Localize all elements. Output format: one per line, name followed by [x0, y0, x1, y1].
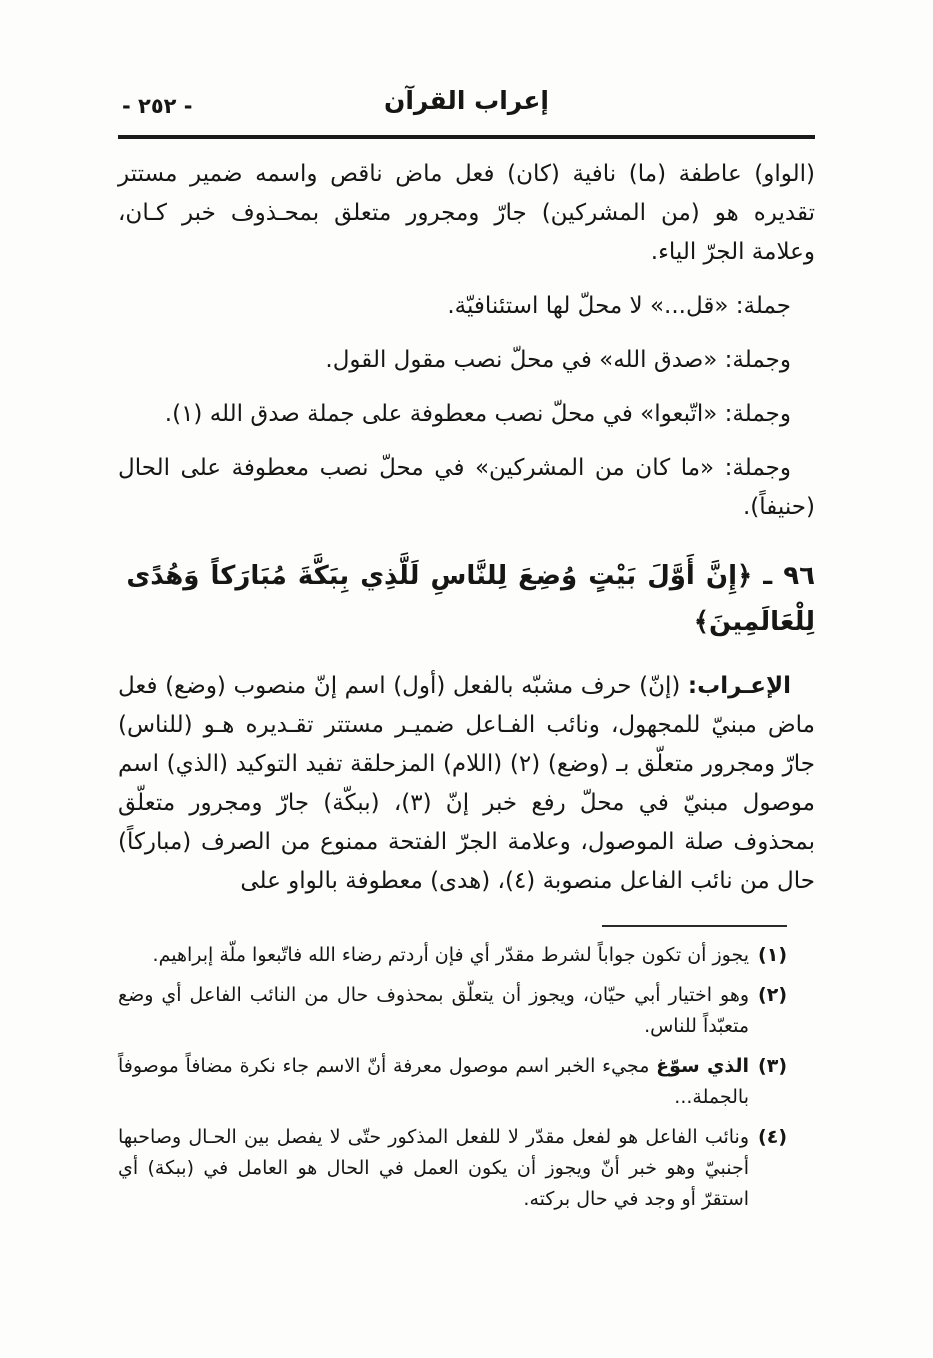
- footnote-lead: الذي سوّغ: [656, 1055, 750, 1077]
- footnote: [118, 1051, 787, 1113]
- body-paragraph: (الواو) عاطفة (ما) نافية (كان) فعل ماض ناقص واسمه ضمير مستتر تقديره هو (من المشركين) جارّ ومجرور متعلق بمحـذوف خبر كـان، وعلامة الجرّ الياء.: [118, 161, 815, 265]
- page-number: - ٢٥٢ -: [122, 94, 193, 118]
- footnote-body: ونائب الفاعل هو لفعل مقدّر لا للفعل المذكور حتّى لا يفصل بين الحـال وصاحبها أجنبيّ وهو خبر أنّ ويجوز أن يكون العمل في الحال هو العامل في (ببكة) أي استقرّ أو وجد في حال بركته.: [118, 1126, 750, 1210]
- footnote-text: [118, 980, 749, 1042]
- footnote-separator: [602, 925, 787, 927]
- body-paragraph: وجملة: «اتّبعوا» في محلّ نصب معطوفة على جملة صدق الله (١).: [164, 401, 791, 427]
- verse-text: ﴿إِنَّ أَوَّلَ بَيْتٍ وُضِعَ لِلنَّاسِ لَلَّذِي بِبَكَّةَ مُبَارَكاً وَهُدًى لِلْعَالَمِينَ﴾: [126, 561, 815, 637]
- footnote-marker: (٣): [758, 1055, 787, 1077]
- footnote-marker: (٤): [758, 1126, 787, 1148]
- footnote-text: [118, 1051, 749, 1113]
- footnote-marker: (١): [758, 944, 787, 966]
- header-rule: [118, 135, 815, 139]
- verse-number: ٩٦ ـ: [763, 561, 815, 591]
- page-header: [118, 86, 815, 126]
- footnote-marker: (٢): [758, 984, 787, 1006]
- irab-paragraph: [118, 667, 815, 901]
- footnote-text: [118, 1122, 749, 1215]
- footnote-text: [118, 940, 749, 971]
- footnote: [118, 940, 787, 971]
- body-paragraph: وجملة: «ما كان من المشركين» في محلّ نصب معطوفة على الحال (حنيفاً).: [118, 455, 815, 520]
- body-paragraph: وجملة: «صدق الله» في محلّ نصب مقول القول.: [325, 347, 791, 373]
- footnote: [118, 980, 787, 1042]
- footnote-body: يجوز أن تكون جواباً لشرط مقدّر أي فإن أردتم رضاء الله فاتّبعوا ملّة إبراهيم.: [152, 944, 750, 966]
- footnote-body: وهو اختيار أبي حيّان، ويجوز أن يتعلّق بمحذوف حال من النائب الفاعل أي وضع متعبّداً للناس.: [118, 984, 750, 1037]
- footnote-body: مجيء الخبر اسم موصول معرفة أنّ الاسم جاء نكرة مضافاً موصوفاً بالجملة...: [118, 1055, 750, 1108]
- body-section: [118, 155, 815, 901]
- quran-verse: [118, 553, 815, 645]
- irab-label: الإعـراب:: [687, 673, 791, 699]
- footnote: [118, 1122, 787, 1215]
- body-paragraph: جملة: «قل...» لا محلّ لها استئنافيّة.: [447, 293, 791, 319]
- book-title: إعراب القرآن: [383, 86, 549, 115]
- irab-text: (إنّ) حرف مشبّه بالفعل (أول) اسم إنّ منصوب (وضع) فعل ماض مبنيّ للمجهول، ونائب الفـاعل ضميـر مستتر تقـديره هـو (للناس) جارّ ومجرور متعلّق بـ (وضع) (٢) (اللام) المزحلقة تفيد التوكيد (الذي) اسم موصول مبنيّ في محلّ رفع خبر إنّ (٣)، (ببكّة) جارّ ومجرور متعلّق بمحذوف صلة الموصول، وعلامة الجرّ الفتحة ممنوع من الصرف (مباركاً) حال من نائب الفاعل منصوبة (٤)، (هدى) معطوفة بالواو على: [118, 673, 816, 894]
- footnotes-section: [118, 925, 815, 1215]
